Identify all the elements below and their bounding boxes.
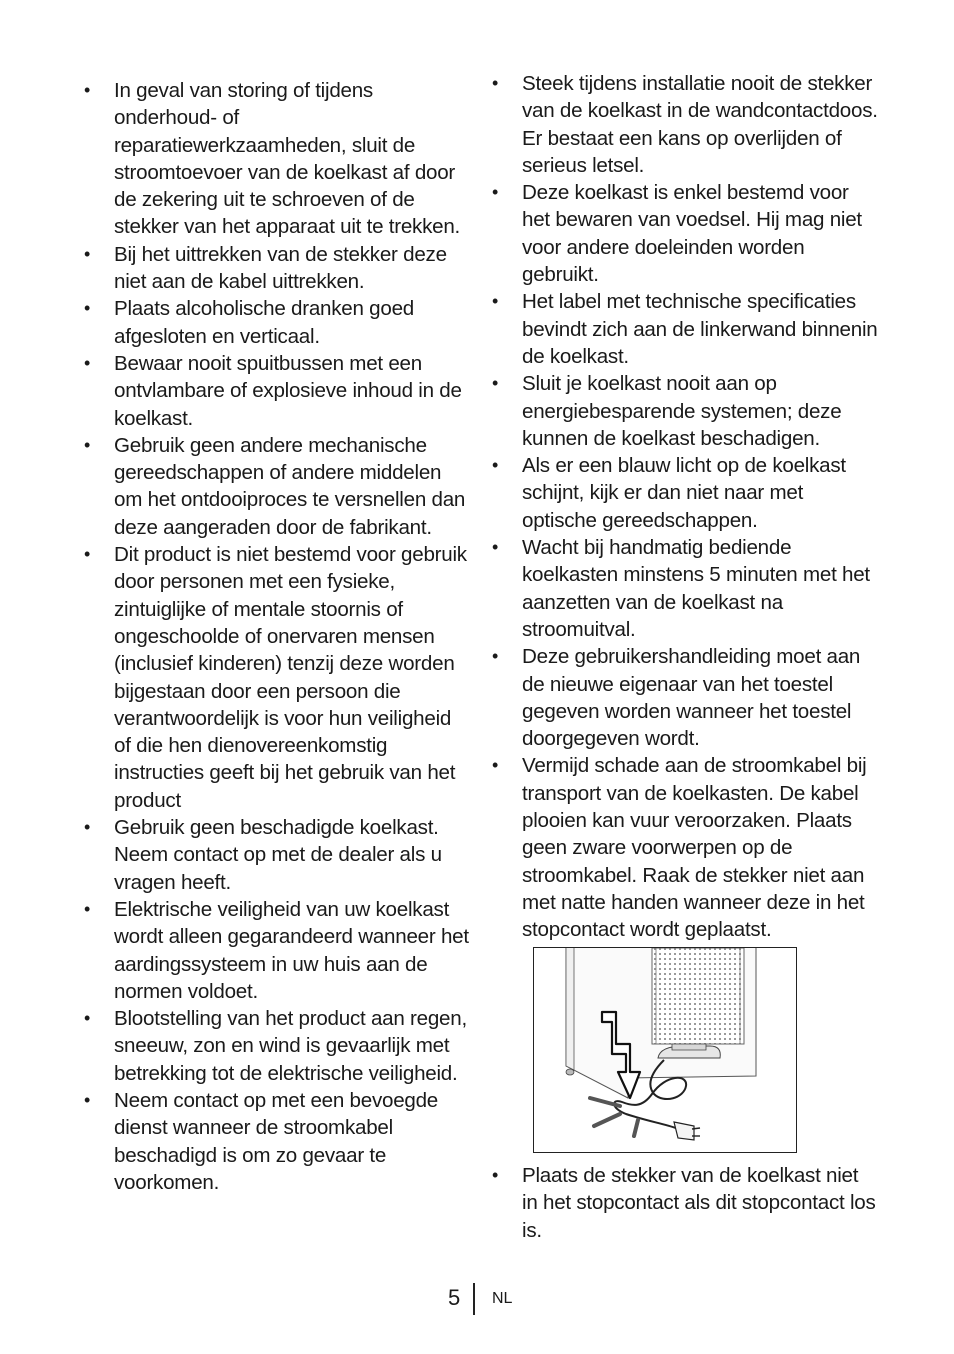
list-item (84, 350, 469, 432)
list-item (84, 896, 469, 1005)
list-item (492, 1162, 878, 1244)
list-item (492, 752, 878, 943)
list-item-text: Steek tijdens installatie nooit de stekker van de koelkast in de wandcontactdoos. Er bestaat een kans op overlijden of serieus letsel. (522, 72, 878, 177)
list-item (84, 814, 469, 896)
list-item (492, 534, 878, 643)
list-item-text: Plaats de stekker van de koelkast niet in het stopcontact als dit stopcontact los is. (522, 1164, 876, 1242)
bullet-icon: • (84, 243, 91, 264)
list-item (84, 77, 469, 241)
list-item (492, 288, 878, 370)
list-item (492, 179, 878, 288)
bullet-icon: • (492, 291, 499, 312)
bullet-icon: • (492, 646, 499, 667)
bullet-icon: • (84, 544, 91, 565)
bullet-icon: • (84, 298, 91, 319)
bullet-icon: • (492, 1165, 499, 1185)
bullet-icon: • (492, 73, 499, 93)
list-item-text: Vermijd schade aan de stroomkabel bij transport van de koelkasten. De kabel plooien kan vuur veroorzaken. Plaats geen zware voorwerpen op de stroomkabel. Raak de stekker niet aan met natte handen wanneer deze in het stopcontact wordt geplaatst. (522, 754, 867, 942)
left-bullet-list (84, 77, 469, 1196)
list-item (84, 295, 469, 350)
bullet-icon: • (492, 755, 499, 776)
list-item-text: Blootstelling van het product aan regen, sneeuw, zon en wind is gevaarlijk met betrekking tot de elektrische veiligheid. (114, 1007, 467, 1085)
fridge-cable-drawing (534, 948, 796, 1152)
right-bullet-list-after-figure (492, 1162, 878, 1244)
bullet-icon: • (84, 80, 91, 100)
list-item-text: Dit product is niet bestemd voor gebruik door personen met een fysieke, zintuiglijke of mentale stoornis of ongeschoolde of onervaren mensen (inclusief kinderen) tenzij deze worden bijgestaan door een persoon die verantwoordelijk is voor hun veiligheid of die hen dienovereenkomstig instructies geeft bij het gebruik van het product (114, 543, 467, 812)
list-item (84, 241, 469, 296)
list-item (84, 1087, 469, 1196)
left-column (84, 77, 469, 1196)
footer-divider (473, 1283, 475, 1315)
list-item (84, 541, 469, 814)
bullet-icon: • (84, 817, 91, 838)
list-item-text: Gebruik geen andere mechanische gereedschappen of andere middelen om het ontdooiproces te versnellen dan deze aangeraden door de fabrikant. (114, 433, 466, 539)
right-column (492, 70, 878, 944)
list-item-text: Bij het uittrekken van de stekker deze niet aan de kabel uittrekken. (114, 242, 447, 294)
list-item-text: Bewaar nooit spuitbussen met een ontvlambare of explosieve inhoud in de koelkast. (114, 351, 462, 430)
bullet-icon: • (492, 182, 499, 203)
bullet-icon: • (492, 455, 499, 476)
list-item-text: Deze gebruikershandleiding moet aan de nieuwe eigenaar van het toestel gegeven worden wanneer het toestel doorgegeven wordt. (522, 645, 861, 751)
list-item-text: Deze koelkast is enkel bestemd voor het bewaren van voedsel. Hij mag niet voor andere doeleinden worden gebruikt. (522, 181, 862, 287)
list-item (84, 432, 469, 541)
right-column-continued (492, 1162, 878, 1244)
list-item-text: In geval van storing of tijdens onderhoud- of reparatiewerkzaamheden, sluit de stroomtoevoer van de koelkast af door de zekering uit te schroeven of de stekker van het apparaat uit te trekken. (114, 79, 461, 239)
bullet-icon: • (492, 373, 499, 394)
language-code: NL (492, 1290, 513, 1307)
bullet-icon: • (84, 352, 91, 373)
bullet-icon: • (84, 898, 91, 919)
list-item (492, 370, 878, 452)
fridge-power-cable-illustration (533, 947, 797, 1153)
list-item-text: Als er een blauw licht op de koelkast schijnt, kijk er dan niet naar met optische gereedschappen. (522, 454, 846, 532)
list-item-text: Plaats alcoholische dranken goed afgesloten en verticaal. (114, 297, 414, 348)
list-item-text: Wacht bij handmatig bediende koelkasten minstens 5 minuten met het aanzetten van de koelkast na stroomuitval. (522, 536, 870, 641)
list-item-text: Het label met technische specificaties bevindt zich aan de linkerwand binnenin de koelkast. (522, 290, 878, 368)
bullet-icon: • (84, 1008, 91, 1029)
list-item (492, 643, 878, 752)
page-number: 5 (448, 1285, 461, 1310)
bullet-icon: • (84, 1089, 91, 1110)
bullet-icon: • (84, 434, 91, 455)
list-item (492, 452, 878, 534)
list-item (492, 70, 878, 179)
list-item-text: Gebruik geen beschadigde koelkast. Neem contact op met de dealer als u vragen heeft. (114, 816, 442, 894)
bullet-icon: • (492, 537, 499, 558)
list-item (84, 1005, 469, 1087)
right-bullet-list (492, 70, 878, 944)
list-item-text: Neem contact op met een bevoegde dienst wanneer de stroomkabel beschadigd is om zo gevaar te voorkomen. (114, 1088, 439, 1194)
list-item-text: Sluit je koelkast nooit aan op energiebesparende systemen; deze kunnen de koelkast beschadigen. (522, 372, 842, 450)
list-item-text: Elektrische veiligheid van uw koelkast wordt alleen gegarandeerd wanneer het aardingssysteem in uw huis aan de normen voldoet. (114, 897, 469, 1003)
